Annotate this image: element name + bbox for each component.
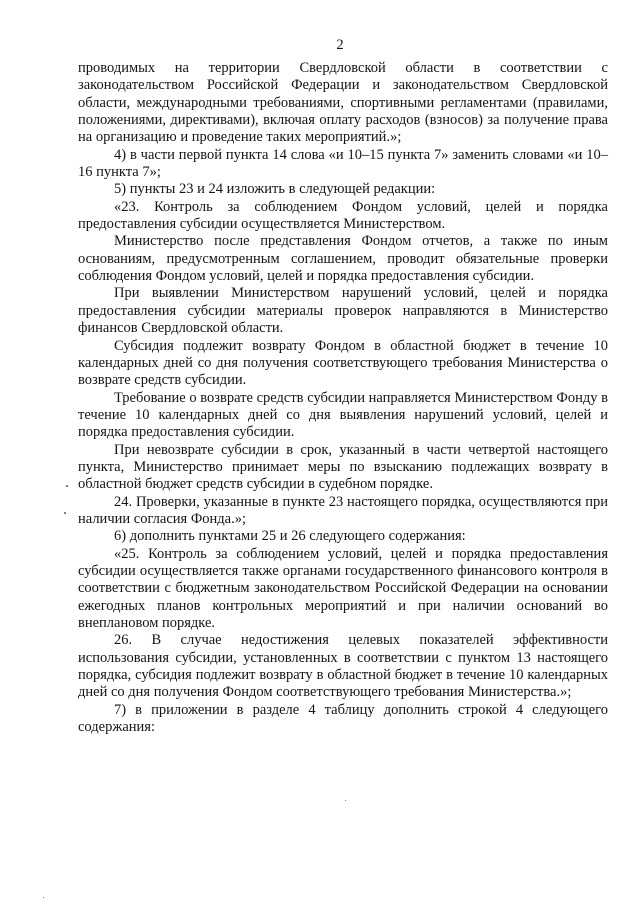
- paragraph-refund-request: Требование о возврате средств субсидии направляется Министерством Фонду в течение 10 календарных дней со дня выявления нарушений условий, целей и порядка предоставления субсидии.: [78, 389, 608, 441]
- paragraph-point-24: 24. Проверки, указанные в пункте 23 настоящего порядка, осуществляются при наличии согласия Фонда.»;: [78, 493, 608, 527]
- paragraph-ministry-checks: Министерство после представления Фондом отчетов, а также по иным основаниям, предусмотренным соглашением, проводит обязательные проверки соблюдения Фондом условий, целей и порядка предоставления субсидии.: [78, 233, 608, 285]
- paragraph-continuation: проводимых на территории Свердловской области в соответствии с законодательством Российской Федерации и законодательством Свердловской области, международными требованиями, спортивными регламентами (правилами, положениями, директивами), включая оплату расходов (взносов) за получение права на организацию и проведение таких мероприятий.»;: [78, 60, 608, 146]
- scan-speck: [345, 800, 346, 801]
- paragraph-item-6: 6) дополнить пунктами 25 и 26 следующего содержания:: [114, 528, 466, 545]
- page-number: 2: [336, 37, 344, 53]
- scan-speck: [43, 897, 44, 898]
- paragraph-point-26: 26. В случае недостижения целевых показателей эффективности использования субсидии, установленных в соответствии с пунктом 13 настоящего порядка, субсидия подлежит возврату в областной бюджет в течение 10 календарных дней со дня получения Фондом соответствующего требования Министерства.»;: [78, 632, 608, 701]
- paragraph-non-return: При невозврате субсидии в срок, указанный в части четвертой настоящего пункта, Министерство принимает меры по взысканию подлежащих возврату в областной бюджет средств субсидии в судебном порядке.: [78, 441, 608, 493]
- document-body: [78, 60, 608, 736]
- paragraph-point-25: «25. Контроль за соблюдением условий, целей и порядка предоставления субсидии осуществляется также органами государственного финансового контроля в соответствии с бюджетным законодательством Российской Федерации на основании ежегодных планов контрольных мероприятий и при наличии оснований во внеплановом порядке.: [78, 545, 608, 631]
- scan-speck: [64, 512, 66, 514]
- paragraph-point-23: «23. Контроль за соблюдением Фондом условий, целей и порядка предоставления субсидии осуществляется Министерством.: [78, 198, 608, 233]
- paragraph-item-4: 4) в части первой пункта 14 слова «и 10–15 пункта 7» заменить словами «и 10–16 пункта 7»;: [78, 146, 608, 181]
- paragraph-refund: Субсидия подлежит возврату Фондом в областной бюджет в течение 10 календарных дней со дня получения соответствующего требования Министерства о возврате средств субсидии.: [78, 337, 608, 389]
- paragraph-item-7: 7) в приложении в разделе 4 таблицу дополнить строкой 4 следующего содержания:: [78, 701, 608, 736]
- scan-speck: [66, 485, 68, 487]
- paragraph-item-5: 5) пункты 23 и 24 изложить в следующей редакции:: [114, 181, 436, 198]
- paragraph-violations: При выявлении Министерством нарушений условий, целей и порядка предоставления субсидии материалы проверок направляются в Министерство финансов Свердловской области.: [78, 285, 608, 337]
